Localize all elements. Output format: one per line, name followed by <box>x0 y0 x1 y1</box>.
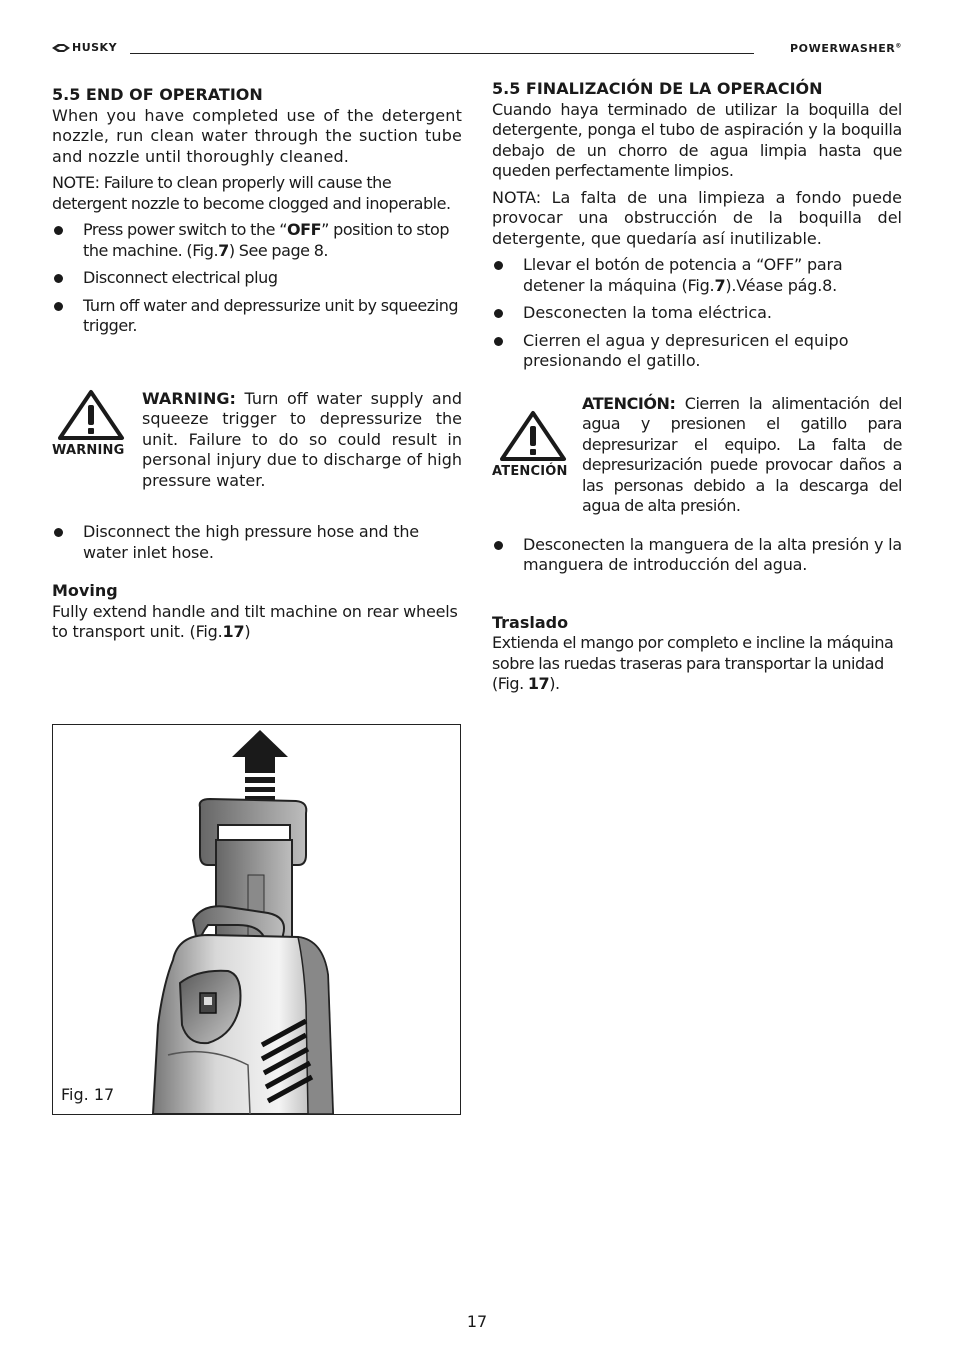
moving-heading: Moving <box>52 581 118 600</box>
warning-triangle-icon <box>498 410 568 462</box>
moving-paragraph: Fully extend handle and tilt machine on rear wheels to transport unit. (Fig.17) <box>52 601 458 641</box>
note-paragraph: NOTA: La falta de una limpieza a fondo puede provocar una obstrucción de la boquilla del detergente, que quedaría así inutilizable. <box>492 187 902 248</box>
section-heading: 5.5 END OF OPERATION <box>52 85 263 104</box>
list-item: Disconnect electrical plug <box>52 268 462 289</box>
figure-caption: Fig. 17 <box>61 1085 115 1104</box>
intro-paragraph: When you have completed use of the detergent nozzle, run clean water through the suction tube and nozzle until thoroughly cleaned. <box>52 105 462 166</box>
page-number: 17 <box>466 1312 488 1331</box>
note-paragraph: NOTE: Failure to clean properly will cause the detergent nozzle to become clogged and inoperable. <box>52 173 451 213</box>
husky-logo-icon <box>52 43 70 53</box>
intro-paragraph: Cuando haya terminado de utilizar la boquilla del detergente, ponga el tubo de aspiración y la boquilla debajo de un chorro de agua limpia hasta que queden perfectamente limpios. <box>492 99 902 180</box>
list-item: Turn off water and depressurize unit by squeezing trigger. <box>52 296 462 337</box>
warning-label: ATENCIÓN <box>492 463 568 479</box>
list-item: Desconecten la manguera de la alta presión y la manguera de introducción del agua. <box>492 535 902 576</box>
warning-text: ATENCIÓN: Cierren la alimentación del agua y presionen el gatillo para depresurizar el equipo. La falta de depresurización puede provocar daños a las personas debido a la descarga del agua de alta presión. <box>582 393 902 515</box>
header-rule <box>130 53 754 54</box>
steps-list-continued <box>492 535 902 576</box>
warning-box <box>492 394 902 517</box>
page-header <box>52 40 902 58</box>
list-item: Desconecten la toma eléctrica. <box>492 303 902 324</box>
spanish-column <box>492 79 902 695</box>
steps-list-continued <box>52 522 462 563</box>
warning-triangle-icon <box>56 389 126 441</box>
section-heading: 5.5 FINALIZACIÓN DE LA OPERACIÓN <box>492 79 823 98</box>
warning-symbol <box>52 389 142 462</box>
english-column <box>52 85 462 643</box>
warning-symbol <box>492 394 582 483</box>
warning-label: WARNING <box>52 442 125 458</box>
warning-text: WARNING: Turn off water supply and squeeze trigger to depressurize the unit. Failure to do so could result in personal injury due to discharge of high pressure water. <box>142 388 462 490</box>
steps-list <box>52 220 462 337</box>
product-name: POWERWASHER® <box>789 42 902 55</box>
list-item: Disconnect the high pressure hose and the water inlet hose. <box>52 522 462 563</box>
figure-17 <box>52 724 461 1115</box>
steps-list <box>492 255 902 372</box>
list-item: Llevar el botón de potencia a “OFF” para detener la máquina (Fig.7).Véase pág.8. <box>492 255 902 296</box>
pressure-washer-illustration <box>138 725 378 1114</box>
list-item: Cierren el agua y depresuricen el equipo presionando el gatillo. <box>492 331 902 372</box>
warning-box <box>52 389 462 492</box>
brand-name: HUSKY <box>72 41 118 54</box>
moving-paragraph: Extienda el mango por completo e incline la máquina sobre las ruedas traseras para transportar la unidad (Fig. 17). <box>492 633 894 693</box>
list-item: Press power switch to the “OFF” position to stop the machine. (Fig.7) See page 8. <box>52 220 462 261</box>
brand-logo <box>52 41 117 54</box>
moving-heading: Traslado <box>492 612 569 632</box>
